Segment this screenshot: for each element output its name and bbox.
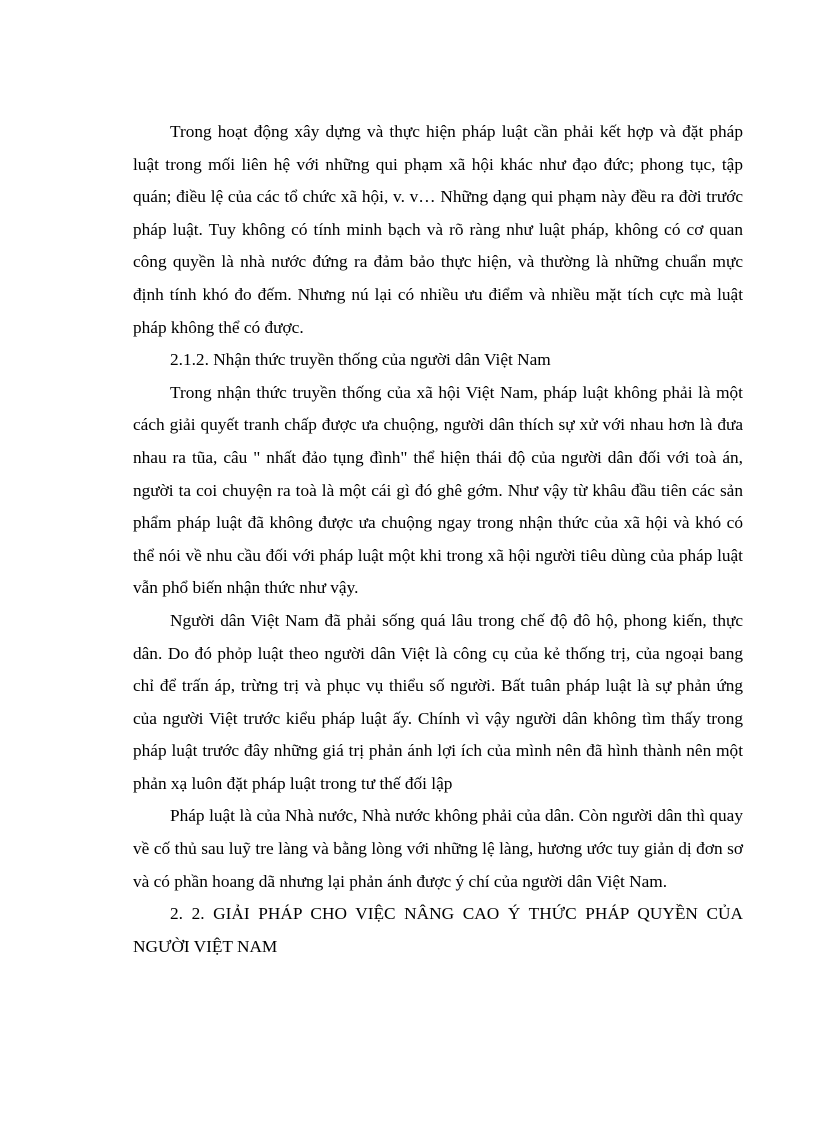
paragraph: Trong hoạt động xây dựng và thực hiện pháp luật cần phải kết hợp và đặt pháp luật trong mối liên hệ với những qui phạm xã hội khác như đạo đức; phong tục, tập quán; điều lệ của các tổ chức xã hội, v. v… Những dạng qui phạm này đều ra đời trước pháp luật. Tuy không có tính minh bạch và rõ ràng như luật pháp, không có cơ quan công quyền là nhà nước đứng ra đảm bảo thực hiện, và thường là những chuẩn mực định tính khó đo đếm. Nhưng nú lại có nhiều ưu điểm và nhiều mặt tích cực mà luật pháp không thể có được. [133, 122, 743, 337]
paragraph: Pháp luật là của Nhà nước, Nhà nước không phải của dân. Còn người dân thì quay về cố thủ sau luỹ tre làng và bằng lòng với những lệ làng, hương ước tuy giản dị đơn sơ và có phần hoang dã nhưng lại phản ánh được ý chí của người dân Việt Nam. [133, 806, 743, 891]
document-page [133, 116, 743, 963]
section-heading: 2.1.2. Nhận thức truyền thống của người dân Việt Nam [170, 350, 551, 370]
section-heading: 2. 2. GIẢI PHÁP CHO VIỆC NÂNG CAO Ý THỨC PHÁP QUYỀN CỦA NGƯỜI VIỆT NAM [133, 904, 743, 956]
paragraph: Trong nhận thức truyền thống của xã hội Việt Nam, pháp luật không phải là một cách giải quyết tranh chấp được ưa chuộng, người dân thích sự xử với nhau hơn là đưa nhau ra tũa, câu " nhất đảo tụng đình" thể hiện thái độ của người dân đối với toà án, người ta coi chuyện ra toà là một cái gì đó ghê gớm. Như vậy từ khâu đầu tiên các sản phẩm pháp luật đã không được ưa chuộng ngay trong nhận thức của xã hội và khó có thể nói về nhu cầu đối với pháp luật một khi trong xã hội người tiêu dùng của pháp luật vẫn phổ biến nhận thức như vậy. [133, 382, 743, 598]
paragraph: Người dân Việt Nam đã phải sống quá lâu trong chế độ đô hộ, phong kiến, thực dân. Do đó phỏp luật theo người dân Việt là công cụ của kẻ thống trị, của ngoại bang chỉ để trấn áp, trừng trị và phục vụ thiểu số người. Bất tuân pháp luật là sự phản ứng của người Việt trước kiểu pháp luật ấy. Chính vì vậy người dân không tìm thấy trong pháp luật trước đây những giá trị phản ánh lợi ích của mình nên đã hình thành nên một phản xạ luôn đặt pháp luật trong tư thế đối lập [133, 610, 743, 793]
